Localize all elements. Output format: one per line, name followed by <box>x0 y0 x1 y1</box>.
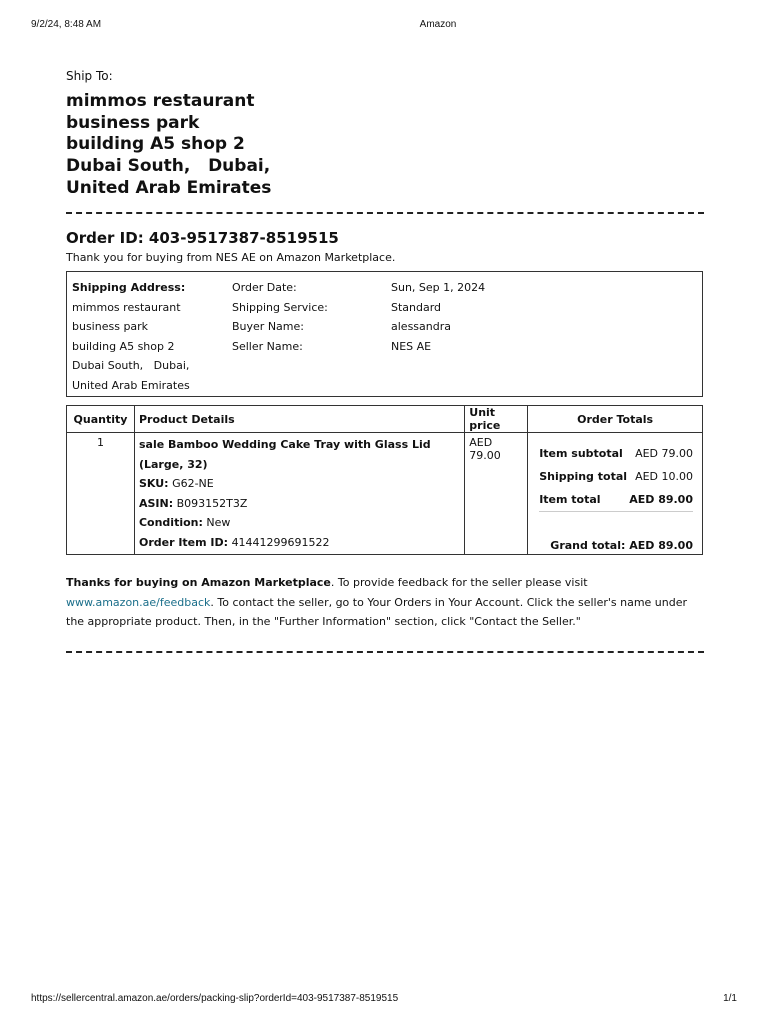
buyer-name-label: Buyer Name: <box>232 320 304 333</box>
shipping-service-value: Standard <box>391 300 442 314</box>
table-row <box>67 433 703 555</box>
shipping-address-line: Dubai South, Dubai, <box>72 359 190 372</box>
ship-to-label: Ship To: <box>66 69 113 83</box>
shipping-address-line: United Arab Emirates <box>72 378 190 392</box>
thank-you-text: Thank you for buying from NES AE on Amazon Marketplace. <box>66 251 396 264</box>
shipping-address-line: building A5 shop 2 <box>72 339 175 353</box>
shipping-total-row <box>539 465 693 488</box>
print-url: https://sellercentral.amazon.ae/orders/packing-slip?orderId=403-9517387-8519515 <box>31 993 399 1004</box>
feedback-paragraph <box>66 573 706 632</box>
feedback-text-2: . To contact the seller, go to Your Orders in Your Account. Click the seller's name under the appropriate product. Then, in the "Further Information" section, click "Contact the Seller." <box>66 595 688 628</box>
item-total-value: AED 89.00 <box>629 493 693 506</box>
dashed-divider <box>66 651 704 653</box>
seller-name-label: Seller Name: <box>232 339 303 353</box>
order-totals-cell <box>528 433 703 555</box>
unit-price-cell: AED 79.00 <box>465 433 528 555</box>
table-header-row <box>67 406 703 433</box>
shipping-address-column <box>72 278 190 395</box>
asin-value: B093152T3Z <box>176 496 248 510</box>
feedback-link[interactable]: www.amazon.ae/feedback <box>66 595 211 609</box>
order-item-id-value: 41441299691522 <box>231 535 330 549</box>
sku-label: SKU: <box>138 477 169 490</box>
item-subtotal-label: Item subtotal <box>539 447 623 460</box>
item-total-label: Item total <box>539 493 601 506</box>
sku-value: G62-NE <box>172 477 214 490</box>
print-datetime: 9/2/24, 8:48 AM <box>31 19 102 30</box>
feedback-bold-text: Thanks for buying on Amazon Marketplace <box>66 576 331 589</box>
shipping-service-label: Shipping Service: <box>232 300 328 314</box>
dashed-divider <box>66 212 704 214</box>
order-id: Order ID: 403-9517387-8519515 <box>66 229 339 247</box>
shipping-address-line: mimmos restaurant <box>72 300 181 314</box>
ship-to-line: business park <box>66 112 200 133</box>
ship-to-line: mimmos restaurant <box>66 91 255 111</box>
shipping-total-value: AED 10.00 <box>635 470 693 483</box>
order-item-id-label: Order Item ID: <box>138 535 229 549</box>
order-totals-header: Order Totals <box>528 406 703 433</box>
unit-price-header: Unit price <box>465 406 528 433</box>
print-page-number: 1/1 <box>723 993 737 1004</box>
product-name: sale Bamboo Wedding Cake Tray with Glass Lid (Large, 32) <box>138 438 431 471</box>
grand-total: Grand total: AED 89.00 <box>550 539 693 552</box>
condition-label: Condition: <box>138 516 203 529</box>
quantity-cell: 1 <box>67 433 135 555</box>
ship-to-line: building A5 shop 2 <box>66 134 245 155</box>
product-details-cell <box>134 433 464 555</box>
order-date-label: Order Date: <box>232 281 297 294</box>
print-page-title: Amazon <box>419 19 457 30</box>
shipping-total-label: Shipping total <box>539 470 628 483</box>
order-date-value: Sun, Sep 1, 2024 <box>391 281 486 294</box>
ship-to-line: United Arab Emirates <box>66 177 272 198</box>
order-field-values <box>391 278 485 356</box>
item-subtotal-value: AED 79.00 <box>635 447 693 460</box>
order-items-table <box>66 405 703 555</box>
shipping-info-box <box>66 271 703 397</box>
quantity-header: Quantity <box>67 406 135 433</box>
asin-label: ASIN: <box>138 496 174 510</box>
condition-line <box>139 513 460 533</box>
seller-name-value: NES AE <box>391 339 432 353</box>
order-field-labels <box>232 278 328 356</box>
feedback-text-1: . To provide feedback for the seller please visit <box>330 576 588 589</box>
item-subtotal-row <box>539 442 693 465</box>
product-details-header: Product Details <box>134 406 464 433</box>
order-item-id-line <box>139 533 460 553</box>
sku-line <box>139 474 460 494</box>
print-header <box>0 19 768 33</box>
item-total-row <box>539 488 693 512</box>
condition-value: New <box>206 516 231 529</box>
ship-to-line: Dubai South, Dubai, <box>66 156 271 177</box>
ship-to-address <box>66 91 271 200</box>
print-footer <box>0 993 768 1007</box>
shipping-address-label: Shipping Address: <box>72 281 186 294</box>
asin-line <box>139 494 460 514</box>
buyer-name-value: alessandra <box>391 320 451 333</box>
shipping-address-line: business park <box>72 320 149 333</box>
